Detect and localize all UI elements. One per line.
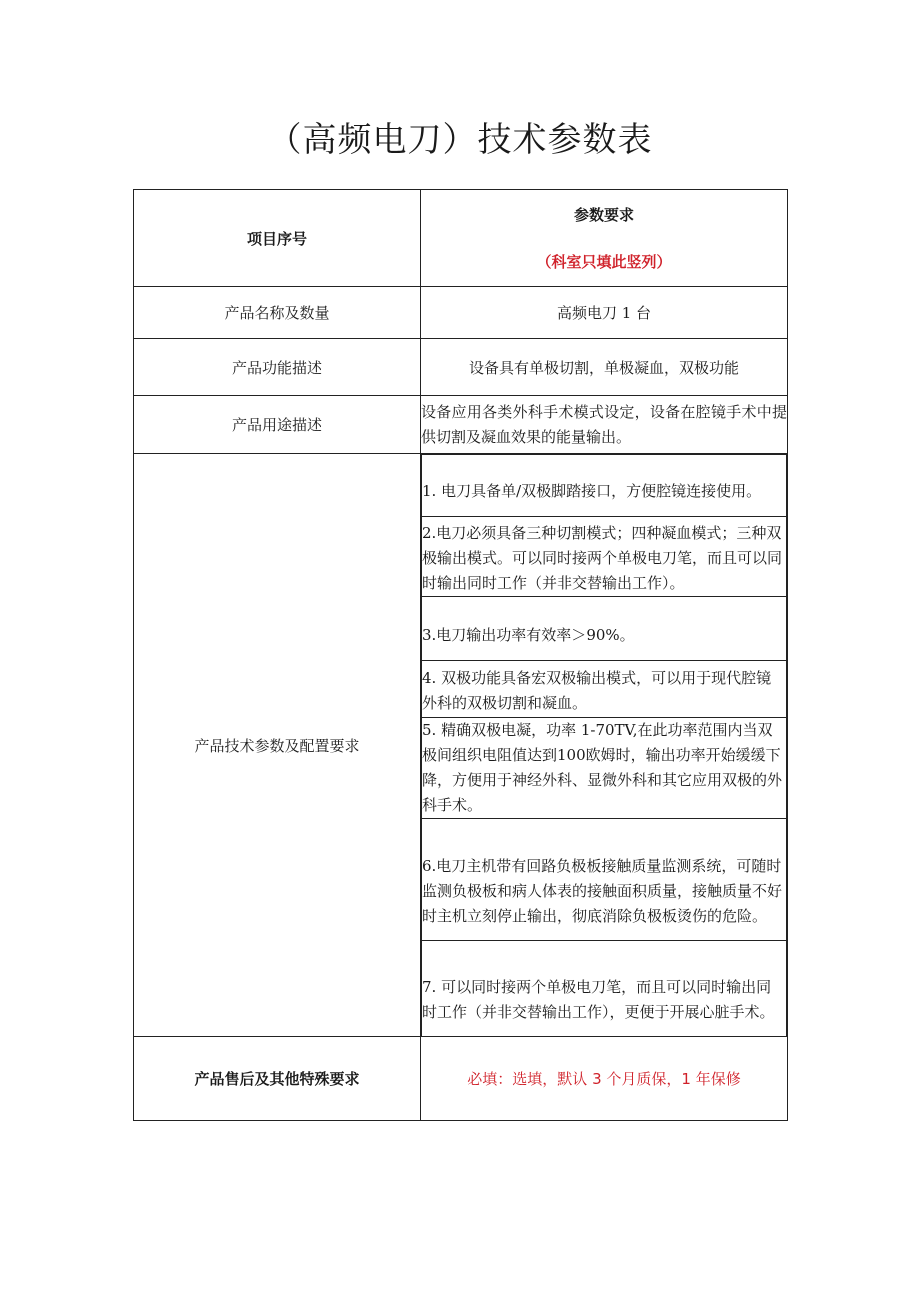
tech-item-2: 2.电刀必须具备三种切割模式；四种凝血模式；三种双极输出模式。可以同时接两个单极电刀笔，而且可以同时输出同时工作（并非交替输出工作）。	[422, 517, 787, 597]
row-value-usage: 设备应用各类外科手术模式设定，设备在腔镜手术中提供切割及凝血效果的能量输出。	[421, 396, 788, 454]
tech-item-3: 3.电刀输出功率有效率＞90%。	[422, 597, 787, 661]
header-item-number: 项目序号	[134, 190, 421, 287]
table-row-after-sales	[134, 1037, 788, 1121]
row-label-function: 产品功能描述	[134, 339, 421, 396]
tech-items-cell	[421, 454, 788, 1037]
table-row	[134, 396, 788, 454]
header-param-requirements	[421, 190, 788, 287]
row-value-function: 设备具有单极切割，单极凝血，双极功能	[421, 339, 788, 396]
row-label-tech: 产品技术参数及配置要求	[134, 454, 421, 1037]
row-value-after-sales: 必填：选填，默认 3 个月质保，1 年保修	[421, 1037, 788, 1121]
table-header-row	[134, 190, 788, 287]
table-row	[134, 287, 788, 339]
row-label-after-sales: 产品售后及其他特殊要求	[134, 1037, 421, 1121]
tech-items-list	[421, 454, 787, 1036]
tech-item-5: 5. 精确双极电凝，功率 1-70TV,在此功率范围内当双极间组织电阻值达到100欧姆时，输出功率开始缓缓下降，方便用于神经外科、显微外科和其它应用双极的外科手术。	[422, 718, 787, 819]
row-value-product-name: 高频电刀 1 台	[421, 287, 788, 339]
table-row	[134, 339, 788, 396]
tech-item-1: 1. 电刀具备单/双极脚踏接口，方便腔镜连接使用。	[422, 455, 787, 517]
tech-item-4: 4. 双极功能具备宏双极输出模式，可以用于现代腔镜外科的双极切割和凝血。	[422, 661, 787, 718]
row-label-product-name: 产品名称及数量	[134, 287, 421, 339]
page-title: （高频电刀）技术参数表	[267, 120, 653, 160]
tech-item-7: 7. 可以同时接两个单极电刀笔，而且可以同时输出同时工作（并非交替输出工作），更便于开展心脏手术。	[422, 941, 787, 1037]
row-label-usage: 产品用途描述	[134, 396, 421, 454]
header-param-note: （科室只填此竖列）	[536, 253, 672, 271]
spec-table	[133, 189, 788, 1121]
tech-item-6: 6.电刀主机带有回路负极板接触质量监测系统，可随时监测负极板和病人体表的接触面积质量，接触质量不好时主机立刻停止输出，彻底消除负极板烫伤的危险。	[422, 819, 787, 941]
table-row-tech	[134, 454, 788, 1037]
header-param-title: 参数要求	[573, 206, 634, 224]
